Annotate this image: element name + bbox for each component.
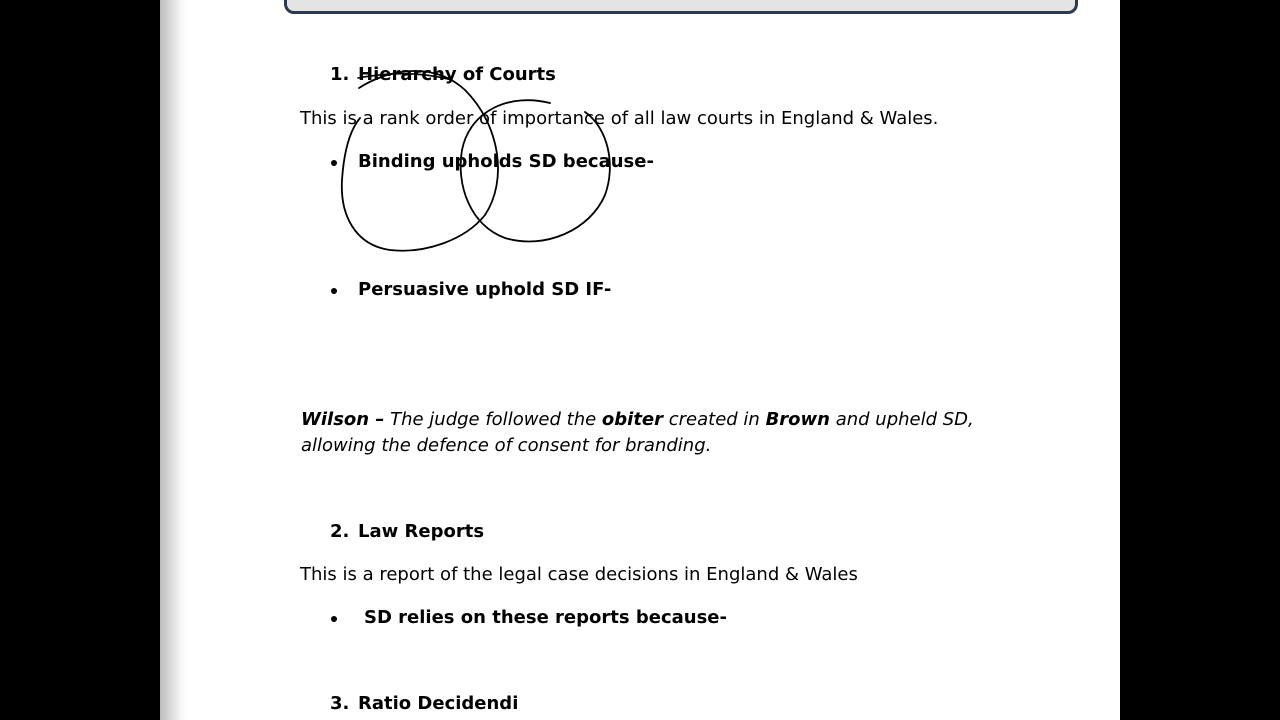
section-3-title: Ratio Decidendi: [358, 693, 519, 714]
section-2-number: 2.: [330, 521, 350, 542]
section-3-heading: [330, 693, 519, 715]
case-name: Wilson –: [301, 409, 385, 430]
section-2-heading: [330, 521, 485, 543]
case-text-1: The judge followed the: [384, 409, 602, 430]
section-1-number: 1.: [330, 64, 350, 85]
case-keyword-brown: Brown: [765, 409, 830, 430]
section-2-description: This is a report of the legal case decisions in England & Wales: [300, 564, 858, 585]
case-note-wilson: [301, 407, 1041, 459]
case-keyword-obiter: obiter: [601, 409, 664, 430]
section-1-description: This is a rank order of importance of all law courts in England & Wales.: [300, 108, 939, 129]
header-text-box: [284, 0, 1078, 14]
bullet-dot: [331, 616, 337, 622]
section-2-title: Law Reports: [358, 521, 485, 542]
section-1-bullet-persuasive: Persuasive uphold SD IF-: [358, 279, 612, 300]
document-page[interactable]: [160, 0, 1120, 720]
section-1-bullet-binding: Binding upholds SD because-: [358, 151, 654, 172]
section-1-heading: [330, 64, 556, 86]
page-shadow: [160, 0, 186, 720]
case-text-2: created in: [663, 409, 766, 430]
section-1-title: Hierarchy of Courts: [358, 64, 556, 85]
bullet-dot: [331, 288, 337, 294]
section-3-number: 3.: [330, 693, 350, 714]
case-text-3: and upheld SD, allowing the defence of consent for branding.: [301, 409, 974, 456]
section-2-bullet-reports: SD relies on these reports because-: [364, 607, 727, 628]
bullet-dot: [331, 160, 337, 166]
